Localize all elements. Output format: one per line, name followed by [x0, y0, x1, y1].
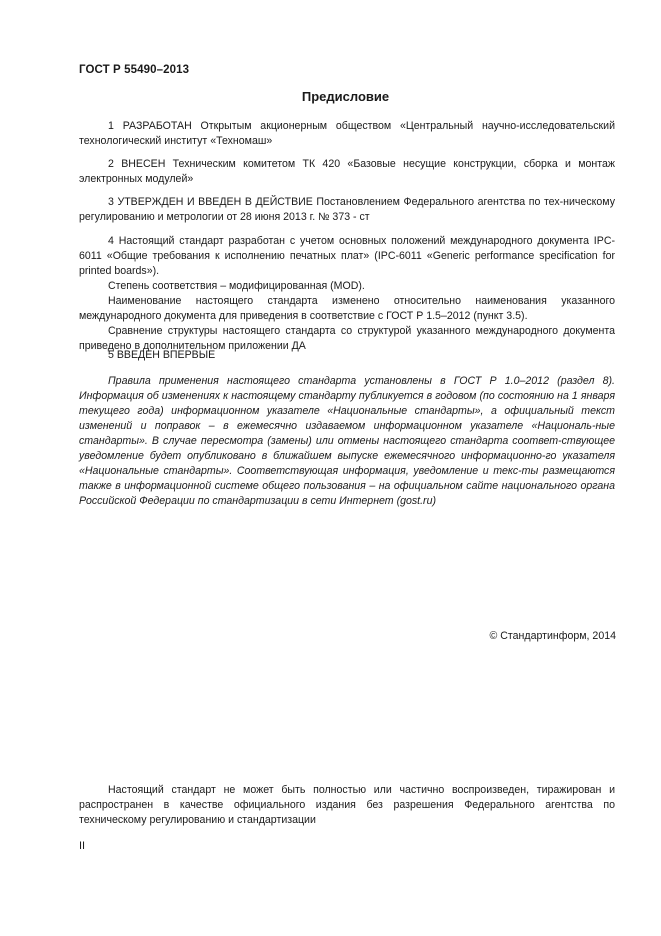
- item-first-time: 5 ВВЕДЕН ВПЕРВЫЕ: [108, 349, 216, 361]
- item-comparison: Сравнение структуры настоящего стандарта со структурой указанного международного документа приведено в дополнительном приложении ДА: [79, 325, 615, 352]
- item-introduced-block: [79, 157, 615, 187]
- page-title: Предисловие: [301, 89, 390, 104]
- page-number: II: [79, 840, 86, 852]
- standard-code: ГОСТ Р 55490–2013: [79, 64, 190, 76]
- item-approved: 3 УТВЕРЖДЕН И ВВЕДЕН В ДЕЙСТВИЕ Постановлением Федерального агентства по тех-ническому регулированию и метрологии от 28 июня 2013 г. № 373 - ст: [79, 196, 615, 223]
- copyright-notice: © Стандартинформ, 2014: [489, 630, 616, 642]
- item-developed: 1 РАЗРАБОТАН Открытым акционерным обществом «Центральный научно-исследовательский технологический институт «Техномаш»: [79, 120, 615, 147]
- reproduction-notice: Настоящий стандарт не может быть полностью или частично воспроизведен, тиражирован и распространен в качестве официального издания без разрешения Федерального агентства по техническому регулированию и стандартизации: [79, 784, 615, 826]
- item-conformity: Степень соответствия – модифицированная (MOD).: [108, 280, 365, 292]
- item-basis-block: [79, 234, 615, 354]
- rules-note: Правила применения настоящего стандарта установлены в ГОСТ Р 1.0–2012 (раздел 8). Информация об изменениях к настоящему стандарту публикуется в годовом (по состоянию на 1 января текущего года) информационном указателе «Национальные стандарты», а официальный текст изменений и поправок – в ежемесячно издаваемом информационном указателе «Националь-ные стандарты». В случае пересмотра (замены) или отмены настоящего стандарта соответ-ствующее уведомление будет опубликовано в ближайшем выпуске ежемесячного информационно-го указателя «Национальные стандарты». Соответствующая информация, уведомление и текс-ты размещаются также в информационной системе общего пользования – на официальном сайте национального органа Российской Федерации по стандартизации в сети Интернет (gost.ru): [79, 375, 615, 507]
- item-developed-basis: 4 Настоящий стандарт разработан с учетом основных положений международного документа IPC-6011 «Общие требования к исполнению печатных плат» (IPC-6011 «Generic performance specification for printed boards»).: [79, 235, 615, 277]
- rules-note-block: [79, 374, 615, 509]
- item-name-changed: Наименование настоящего стандарта изменено относительно наименования указанного международного документа для приведения в соответствие с ГОСТ Р 1.5–2012 (пункт 3.5).: [79, 295, 615, 322]
- item-first-time-block: [79, 348, 615, 363]
- item-approved-block: [79, 195, 615, 225]
- reproduction-notice-block: [79, 783, 615, 828]
- item-introduced: 2 ВНЕСЕН Техническим комитетом ТК 420 «Базовые несущие конструкции, сборка и монтаж электронных модулей»: [79, 158, 615, 185]
- item-developed-block: [79, 119, 615, 149]
